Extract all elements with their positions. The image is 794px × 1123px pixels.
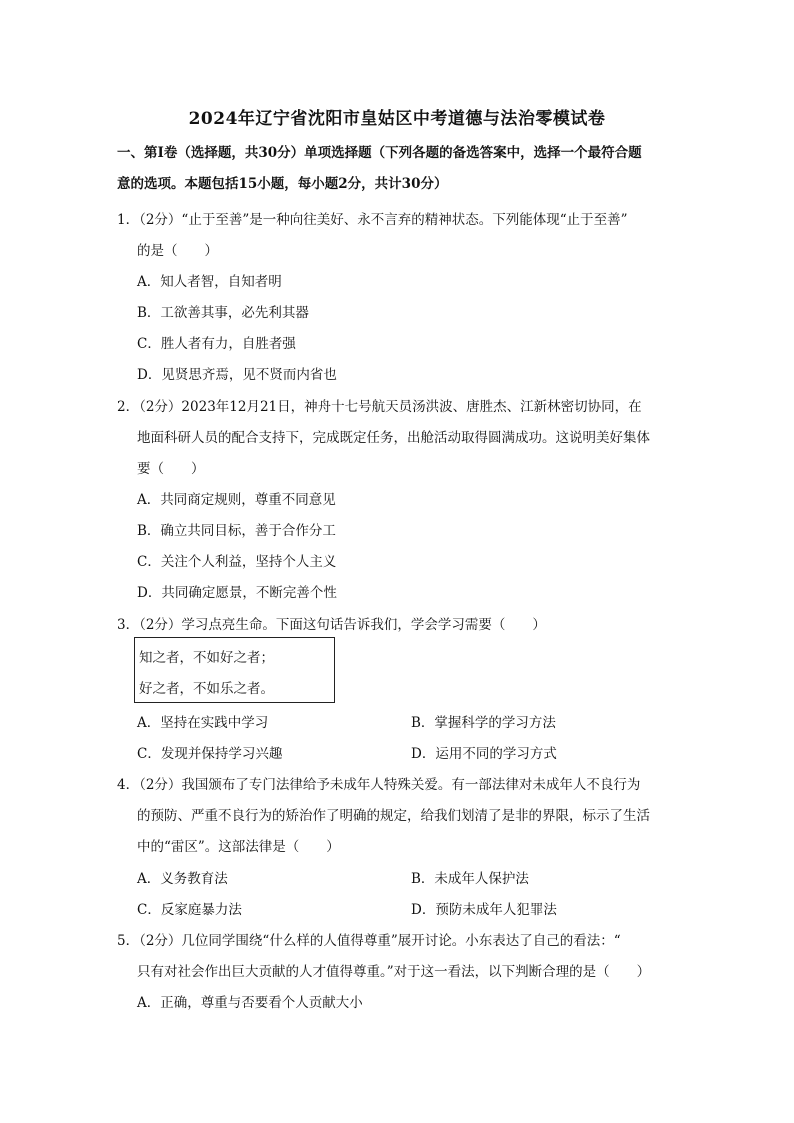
- question-5-stem-line2: 只有对社会作出巨大贡献的人才值得尊重。”对于这一看法，以下判断合理的是（ ）: [137, 964, 651, 980]
- question-2-option-b: B．确立共同目标，善于合作分工: [137, 523, 336, 539]
- question-4-stem-line2: 的预防、严重不良行为的矫治作了明确的规定，给我们划清了是非的界限，标示了生活: [137, 808, 650, 824]
- question-1-option-c: C．胜人者有力，自胜者强: [137, 336, 296, 352]
- question-4-option-d: D．预防未成年人犯罪法: [411, 902, 557, 918]
- question-3-stem-line1: 3．（2分）学习点亮生命。下面这句话告诉我们，学会学习需要（ ）: [117, 617, 546, 633]
- question-4-option-c: C．反家庭暴力法: [137, 902, 242, 918]
- question-1-option-d: D．见贤思齐焉，见不贤而内省也: [137, 367, 337, 383]
- question-1-option-a: A．知人者智，自知者明: [137, 274, 282, 290]
- question-1-stem-line1: 1．（2分）“止于至善”是一种向往美好、永不言弃的精神状态。下列能体现“止于至善”: [117, 212, 628, 228]
- question-2-option-d: D．共同确定愿景，不断完善个性: [137, 585, 337, 601]
- question-2-option-c: C．关注个人利益，坚持个人主义: [137, 554, 337, 570]
- question-1-stem-line2: 的是（ ）: [137, 243, 218, 259]
- question-4-option-b: B．未成年人保护法: [411, 871, 529, 887]
- question-1-option-b: B．工欲善其事，必先利其器: [137, 305, 309, 321]
- question-2-option-a: A．共同商定规则，尊重不同意见: [137, 492, 336, 508]
- question-2-stem-line3: 要（ ）: [137, 461, 205, 477]
- quote-line-2: 好之者，不如乐之者。: [139, 681, 274, 697]
- question-4-stem-line3: 中的“雷区”。这部法律是（ ）: [137, 839, 340, 855]
- question-3-option-b: B．掌握科学的学习方法: [411, 715, 556, 731]
- section-header: [117, 138, 687, 200]
- question-5-stem-line1: 5．（2分）几位同学围绕“什么样的人值得尊重”展开讨论。小东表达了自己的看法：“: [117, 933, 621, 949]
- question-3-option-c: C．发现并保持学习兴趣: [137, 746, 283, 762]
- exam-title: 2024年辽宁省沈阳市皇姑区中考道德与法治零模试卷: [188, 109, 606, 129]
- question-4-option-a: A．义务教育法: [137, 871, 228, 887]
- section-header-line1: 一、第Ⅰ卷（选择题，共30分）单项选择题（下列各题的备选答案中，选择一个最符合题: [117, 145, 642, 161]
- question-2-stem-line2: 地面科研人员的配合支持下，完成既定任务，出舱活动取得圆满成功。这说明美好集体: [137, 430, 650, 446]
- question-3-option-a: A．坚持在实践中学习: [137, 715, 269, 731]
- question-4-stem-line1: 4．（2分）我国颁布了专门法律给予未成年人特殊关爱。有一部法律对未成年人不良行为: [117, 777, 641, 793]
- quote-line-1: 知之者，不如好之者；: [139, 650, 274, 666]
- question-3-quote-box: [134, 637, 335, 703]
- question-5-option-a: A．正确，尊重与否要看个人贡献大小: [137, 995, 363, 1011]
- section-header-line2: 意的选项。本题包括15小题，每小题2分，共计30分）: [117, 176, 448, 192]
- question-3-option-d: D．运用不同的学习方式: [411, 746, 557, 762]
- question-2-stem-line1: 2．（2分）2023年12月21日，神舟十七号航天员汤洪波、唐胜杰、江新林密切协同，在: [117, 399, 642, 415]
